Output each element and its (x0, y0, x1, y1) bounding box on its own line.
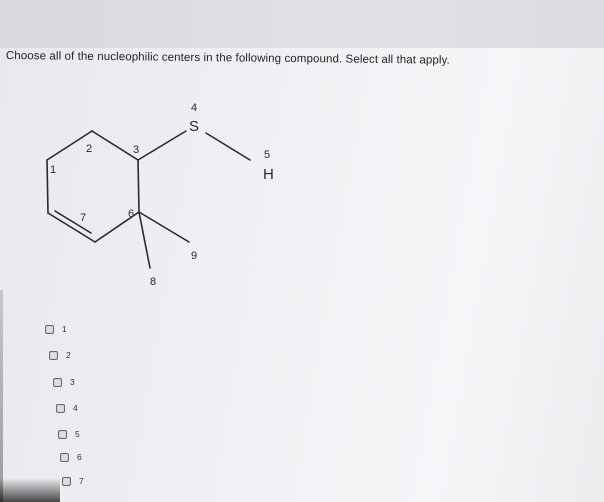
checkbox-4[interactable] (56, 404, 65, 413)
option-7[interactable] (62, 476, 84, 486)
atom-label-2: 2 (86, 143, 93, 155)
atom-label-7: 7 (80, 212, 87, 224)
screen-shadow (0, 478, 60, 502)
option-label-1: 1 (62, 324, 67, 334)
checkbox-2[interactable] (49, 351, 58, 360)
option-4[interactable] (56, 403, 78, 413)
hydrogen-atom: H (263, 166, 274, 183)
bond-7-1 (48, 213, 95, 242)
bond-1-ring (47, 160, 48, 213)
option-2[interactable] (49, 350, 71, 360)
atom-label-1: 1 (50, 164, 57, 176)
bond-3-6 (138, 160, 139, 212)
atom-label-8: 8 (150, 276, 157, 288)
option-1[interactable] (45, 324, 67, 334)
checkbox-7[interactable] (62, 477, 71, 486)
option-label-6: 6 (77, 452, 82, 462)
bond-6-9 (139, 212, 189, 242)
bond-2-3 (92, 131, 138, 160)
option-label-4: 4 (73, 403, 78, 413)
option-5[interactable] (58, 429, 80, 439)
window-left-edge (0, 290, 3, 502)
bond-3-s (138, 131, 186, 160)
option-label-2: 2 (66, 350, 71, 360)
atom-label-6: 6 (128, 208, 135, 220)
option-3[interactable] (53, 377, 75, 387)
option-6[interactable] (60, 452, 82, 462)
checkbox-3[interactable] (53, 378, 62, 387)
atom-label-5: 5 (264, 149, 271, 161)
checkbox-6[interactable] (60, 453, 69, 462)
checkbox-1[interactable] (45, 325, 54, 334)
bond-6-8 (139, 212, 150, 268)
option-label-3: 3 (70, 377, 75, 387)
checkbox-5[interactable] (58, 430, 67, 439)
option-label-7: 7 (79, 476, 84, 486)
option-label-5: 5 (75, 429, 80, 439)
sulfur-atom: S (189, 118, 200, 135)
atom-label-3: 3 (133, 144, 140, 156)
atom-label-4: 4 (191, 102, 198, 114)
question-text: Choose all of the nucleophilic centers in the following compound. Select all that apply. (5, 50, 450, 67)
bond-s-h (206, 133, 250, 160)
atom-label-9: 9 (191, 250, 198, 262)
